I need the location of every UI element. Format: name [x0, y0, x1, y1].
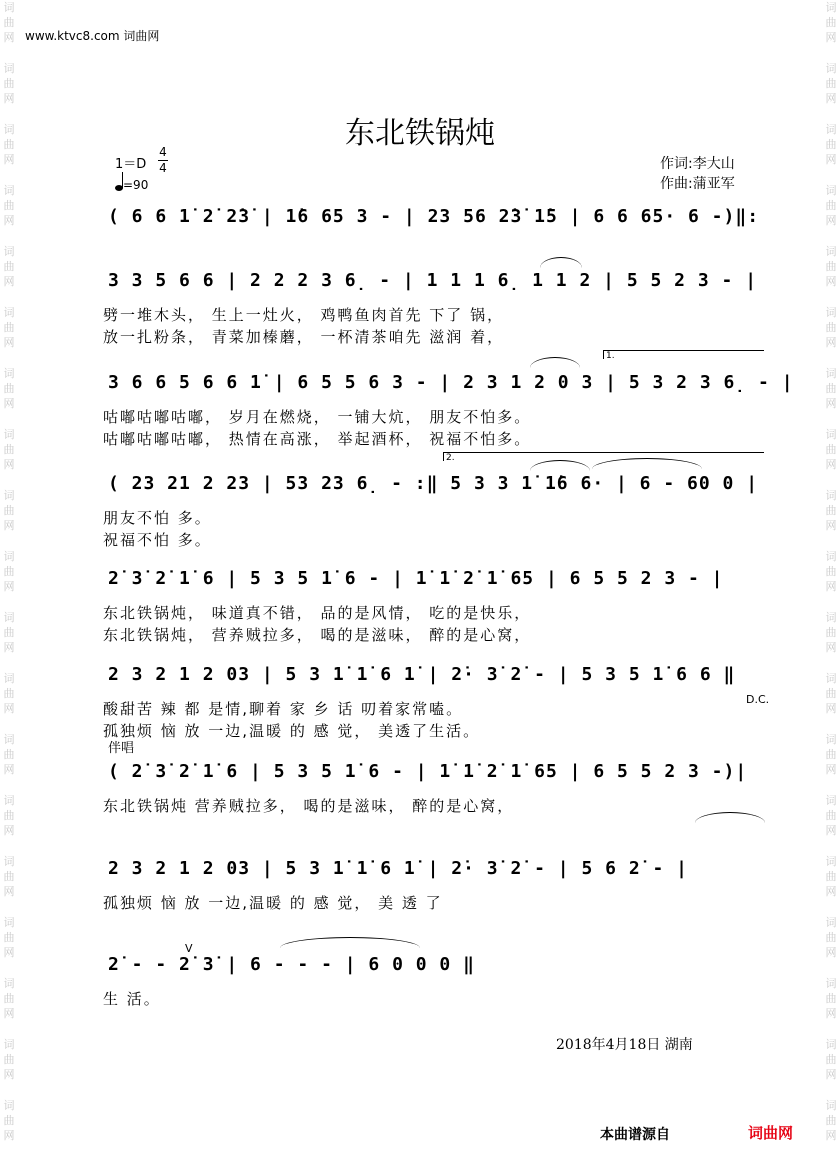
watermark-char: 曲 — [825, 870, 837, 883]
watermark-char: 曲 — [3, 443, 15, 456]
watermark-char: 词 — [3, 489, 15, 502]
lyric-line: 朋友不怕 多。 — [103, 509, 212, 527]
watermark-char: 网 — [3, 1129, 15, 1142]
watermark-char: 词 — [3, 733, 15, 746]
notation-row: 2̇ 3̇ 2̇ 1̇ 6 | 5 3 5 1̇ 6 - | 1̇ 1̇ 2̇ 1̇ 65 | 6 5 5 2 3 - | — [108, 568, 724, 589]
time-top: 4 — [159, 145, 167, 159]
watermark-gap — [2, 228, 16, 244]
slur — [530, 357, 580, 368]
watermark-char: 网 — [825, 885, 837, 898]
watermark-char: 曲 — [825, 260, 837, 273]
watermark-char: 网 — [825, 641, 837, 654]
watermark-char: 曲 — [825, 199, 837, 212]
watermark-char: 词 — [825, 367, 837, 380]
watermark-char: 曲 — [3, 321, 15, 334]
watermark-gap — [824, 655, 838, 671]
watermark-gap — [2, 289, 16, 305]
lyric-line: 生 活。 — [103, 990, 161, 1008]
watermark-gap — [824, 472, 838, 488]
watermark-char: 词 — [3, 245, 15, 258]
key-signature: 1＝D — [115, 157, 147, 172]
watermark-gap — [2, 838, 16, 854]
quarter-note-icon — [115, 185, 123, 191]
watermark-char: 曲 — [3, 199, 15, 212]
watermark-char: 网 — [3, 885, 15, 898]
watermark-gap — [2, 45, 16, 61]
lyric-line: 劈一堆木头， 生上一灶火， 鸡鸭鱼肉首先 下了 锅， — [103, 306, 505, 324]
watermark-char: 网 — [825, 92, 837, 105]
watermark-char: 网 — [825, 824, 837, 837]
watermark-char: 曲 — [3, 1053, 15, 1066]
tempo-value: =90 — [123, 178, 149, 192]
watermark-gap — [2, 472, 16, 488]
watermark-char: 网 — [825, 519, 837, 532]
watermark-char: 网 — [3, 824, 15, 837]
lyric-line: 东北铁锅炖， 营养贼拉多， 喝的是滋味， 醉的是心窝， — [103, 626, 532, 644]
dc-mark: D.C. — [746, 693, 770, 706]
watermark-char: 网 — [3, 519, 15, 532]
watermark-char: 网 — [3, 641, 15, 654]
watermark-char: 曲 — [825, 992, 837, 1005]
watermark-char: 网 — [825, 153, 837, 166]
watermark-char: 网 — [3, 31, 15, 44]
time-bottom: 4 — [159, 161, 167, 175]
watermark-gap — [2, 655, 16, 671]
watermark-char: 词 — [825, 672, 837, 685]
lyric-line: 孤独烦 恼 放 一边,温暖 的 感 觉， 美 透 了 — [103, 894, 443, 912]
watermark-char: 网 — [825, 31, 837, 44]
watermark-char: 词 — [825, 794, 837, 807]
watermark-char: 词 — [825, 550, 837, 563]
watermark-char: 曲 — [3, 992, 15, 1005]
watermark-char: 网 — [825, 397, 837, 410]
watermark-char: 词 — [3, 550, 15, 563]
watermark-char: 曲 — [825, 626, 837, 639]
watermark-gap — [2, 1021, 16, 1037]
notation-row: ( 23 21 2 23 | 53 23 6̣ - :‖ 5 3 3 1̇ 1̇6 6· | 6 - 60 0 | — [108, 473, 759, 494]
watermark-gap — [824, 350, 838, 366]
watermark-gap — [824, 228, 838, 244]
watermark-char: 词 — [825, 977, 837, 990]
watermark-char: 词 — [3, 184, 15, 197]
watermark-gap — [2, 777, 16, 793]
watermark-gap — [2, 411, 16, 427]
watermark-char: 网 — [3, 1068, 15, 1081]
watermark-gap — [824, 716, 838, 732]
notation-row: ( 2̇ 3̇ 2̇ 1̇ 6 | 5 3 5 1̇ 6 - | 1̇ 1̇ 2̇ 1̇ 65 | 6 5 5 2 3 -)| — [108, 761, 748, 782]
lyric-line: 放一扎粉条， 青菜加榛蘑， 一杯清茶咱先 滋润 着， — [103, 328, 505, 346]
watermark-char: 网 — [825, 1129, 837, 1142]
watermark-char: 网 — [3, 92, 15, 105]
watermark-char: 网 — [3, 214, 15, 227]
watermark-gap — [824, 1082, 838, 1098]
notation-row: 3 6 6 5 6 6 1̇ | 6 5 5 6 3 - | 2 3 1 2 0 3 | 5 3 2 3 6̣ - | — [108, 372, 794, 393]
watermark-char: 曲 — [3, 748, 15, 761]
watermark-char: 词 — [825, 916, 837, 929]
watermark-char: 网 — [3, 153, 15, 166]
notation-row: 2 3 2 1 2 03 | 5 3 1̇ 1̇ 6 1̇ | 2̇· 3̇ 2̇ - | 5 3 5 1̇ 6 6 ‖ — [108, 664, 736, 685]
watermark-gap — [824, 777, 838, 793]
watermark-char: 词 — [3, 794, 15, 807]
watermark-char: 曲 — [3, 260, 15, 273]
watermark-char: 网 — [825, 763, 837, 776]
watermark-char: 曲 — [825, 504, 837, 517]
watermark-gap — [2, 899, 16, 915]
watermark-char: 词 — [3, 123, 15, 136]
watermark-gap — [824, 1143, 838, 1159]
watermark-char: 曲 — [3, 1114, 15, 1127]
lyric-line: 东北铁锅炖， 味道真不错， 品的是风情， 吃的是快乐， — [103, 604, 532, 622]
watermark-char: 曲 — [3, 809, 15, 822]
watermark-char: 曲 — [3, 931, 15, 944]
accompaniment-mark: 伴唱 — [108, 741, 135, 756]
brand-logo[interactable]: 词曲网 — [748, 1124, 794, 1142]
watermark-char: 网 — [3, 458, 15, 471]
slur — [540, 257, 582, 268]
lyric-line: 咕嘟咕嘟咕嘟， 岁月在燃烧， 一铺大炕， 朋友不怕多。 — [103, 408, 532, 426]
watermark-char: 曲 — [3, 870, 15, 883]
watermark-char: 词 — [3, 855, 15, 868]
watermark-char: 词 — [3, 672, 15, 685]
watermark-char: 曲 — [825, 565, 837, 578]
watermark-char: 网 — [825, 580, 837, 593]
lyric-line: 祝福不怕 多。 — [103, 531, 212, 549]
watermark-char: 词 — [825, 733, 837, 746]
watermark-char: 网 — [825, 336, 837, 349]
time-signature — [158, 146, 168, 175]
watermark-gap — [824, 960, 838, 976]
watermark-char: 词 — [3, 1, 15, 14]
watermark-gap — [2, 716, 16, 732]
watermark-char: 曲 — [825, 809, 837, 822]
watermark-char: 词 — [3, 1099, 15, 1112]
watermark-gap — [2, 350, 16, 366]
watermark-gap — [2, 594, 16, 610]
watermark-char: 词 — [3, 1038, 15, 1051]
watermark-gap — [824, 594, 838, 610]
volta-2: 2. — [443, 452, 764, 461]
watermark-gap — [824, 167, 838, 183]
watermark-char: 曲 — [825, 321, 837, 334]
watermark-char: 网 — [825, 946, 837, 959]
notation-row: 2 3 2 1 2 03 | 5 3 1̇ 1̇ 6 1̇ | 2̇· 3̇ 2̇ - | 5 6 2̇ - | — [108, 858, 689, 879]
watermark-gap — [2, 167, 16, 183]
watermark-char: 词 — [825, 123, 837, 136]
watermark-char: 词 — [825, 489, 837, 502]
date-location: 2018年4月18日 湖南 — [556, 1037, 693, 1053]
notation-row: ( 6 6 1̇ 2̇ 2̇3̇ | 1̇6 65 3 - | 23 56 2̇3̇ 1̇5 | 6 6 65· 6 -)‖: — [108, 206, 760, 227]
volta-1: 1. — [603, 350, 764, 359]
watermark-char: 网 — [825, 458, 837, 471]
watermark-char: 曲 — [3, 138, 15, 151]
watermark-gap — [824, 289, 838, 305]
watermark-char: 曲 — [3, 504, 15, 517]
watermark-char: 网 — [3, 763, 15, 776]
watermark-char: 曲 — [3, 687, 15, 700]
watermark-char: 曲 — [825, 138, 837, 151]
song-title: 东北铁锅炖 — [345, 116, 495, 151]
watermark-char: 网 — [3, 1007, 15, 1020]
breath-mark: V — [185, 942, 193, 955]
watermark-char: 曲 — [3, 626, 15, 639]
watermark-char: 词 — [825, 855, 837, 868]
watermark-char: 词 — [825, 62, 837, 75]
watermark-char: 词 — [825, 184, 837, 197]
watermark-char: 曲 — [3, 77, 15, 90]
watermark-char: 曲 — [825, 1053, 837, 1066]
slur — [530, 460, 590, 471]
watermark-char: 词 — [3, 611, 15, 624]
watermark-char: 词 — [3, 428, 15, 441]
watermark-gap — [824, 45, 838, 61]
watermark-char: 曲 — [825, 16, 837, 29]
watermark-char: 词 — [825, 245, 837, 258]
watermark-gap — [2, 1082, 16, 1098]
watermark-gap — [824, 533, 838, 549]
watermark-char: 网 — [825, 275, 837, 288]
watermark-char: 词 — [825, 428, 837, 441]
watermark-char: 词 — [825, 1038, 837, 1051]
watermark-gap — [2, 533, 16, 549]
watermark-char: 网 — [825, 702, 837, 715]
watermark-left — [0, 0, 18, 1169]
watermark-char: 词 — [825, 1099, 837, 1112]
watermark-char: 曲 — [825, 382, 837, 395]
watermark-char: 词 — [825, 1, 837, 14]
lyric-line: 咕嘟咕嘟咕嘟， 热情在高涨， 举起酒杯， 祝福不怕多。 — [103, 430, 532, 448]
watermark-char: 曲 — [825, 687, 837, 700]
watermark-char: 曲 — [825, 1114, 837, 1127]
lyricist: 作词:李大山 — [660, 156, 735, 172]
watermark-gap — [2, 1143, 16, 1159]
watermark-char: 词 — [3, 62, 15, 75]
lyric-line: 酸甜苦 辣 都 是情,聊着 家 乡 话 叨着家常嗑。 — [103, 700, 464, 718]
watermark-char: 曲 — [3, 565, 15, 578]
source-label: 本曲谱源自 — [600, 1127, 670, 1143]
watermark-char: 网 — [3, 702, 15, 715]
watermark-char: 曲 — [3, 382, 15, 395]
watermark-char: 词 — [3, 916, 15, 929]
composer: 作曲:蒲亚军 — [660, 176, 735, 192]
tempo-marking — [115, 178, 148, 192]
watermark-char: 曲 — [825, 931, 837, 944]
lyric-line: 东北铁锅炖 营养贼拉多， 喝的是滋味， 醉的是心窝， — [103, 797, 515, 815]
notation-row: 2̇ - - 2̇ 3̇ | 6 - - - | 6 0 0 0 ‖ — [108, 954, 475, 975]
watermark-char: 网 — [825, 214, 837, 227]
watermark-gap — [824, 411, 838, 427]
slur — [280, 937, 420, 948]
watermark-char: 网 — [3, 275, 15, 288]
watermark-char: 网 — [3, 946, 15, 959]
watermark-gap — [2, 960, 16, 976]
watermark-char: 网 — [825, 1007, 837, 1020]
watermark-gap — [824, 838, 838, 854]
watermark-char: 词 — [3, 367, 15, 380]
watermark-char: 词 — [3, 306, 15, 319]
watermark-char: 曲 — [3, 16, 15, 29]
watermark-gap — [824, 899, 838, 915]
watermark-char: 曲 — [825, 443, 837, 456]
lyric-line: 孤独烦 恼 放 一边,温暖 的 感 觉， 美透了生活。 — [103, 722, 481, 740]
watermark-gap — [824, 1021, 838, 1037]
watermark-char: 网 — [3, 397, 15, 410]
site-url[interactable]: www.ktvc8.com 词曲网 — [25, 29, 160, 43]
watermark-char: 网 — [825, 1068, 837, 1081]
notation-row: 3 3 5 6 6 | 2 2 2 3 6̣ - | 1 1 1 6̣ 1 1 2 | 5 5 2 3 - | — [108, 270, 758, 291]
watermark-right — [822, 0, 840, 1169]
watermark-char: 曲 — [825, 748, 837, 761]
watermark-char: 词 — [3, 977, 15, 990]
watermark-char: 词 — [825, 611, 837, 624]
watermark-char: 曲 — [825, 77, 837, 90]
watermark-char: 网 — [3, 336, 15, 349]
slur — [695, 812, 765, 823]
watermark-char: 词 — [825, 306, 837, 319]
watermark-char: 网 — [3, 580, 15, 593]
